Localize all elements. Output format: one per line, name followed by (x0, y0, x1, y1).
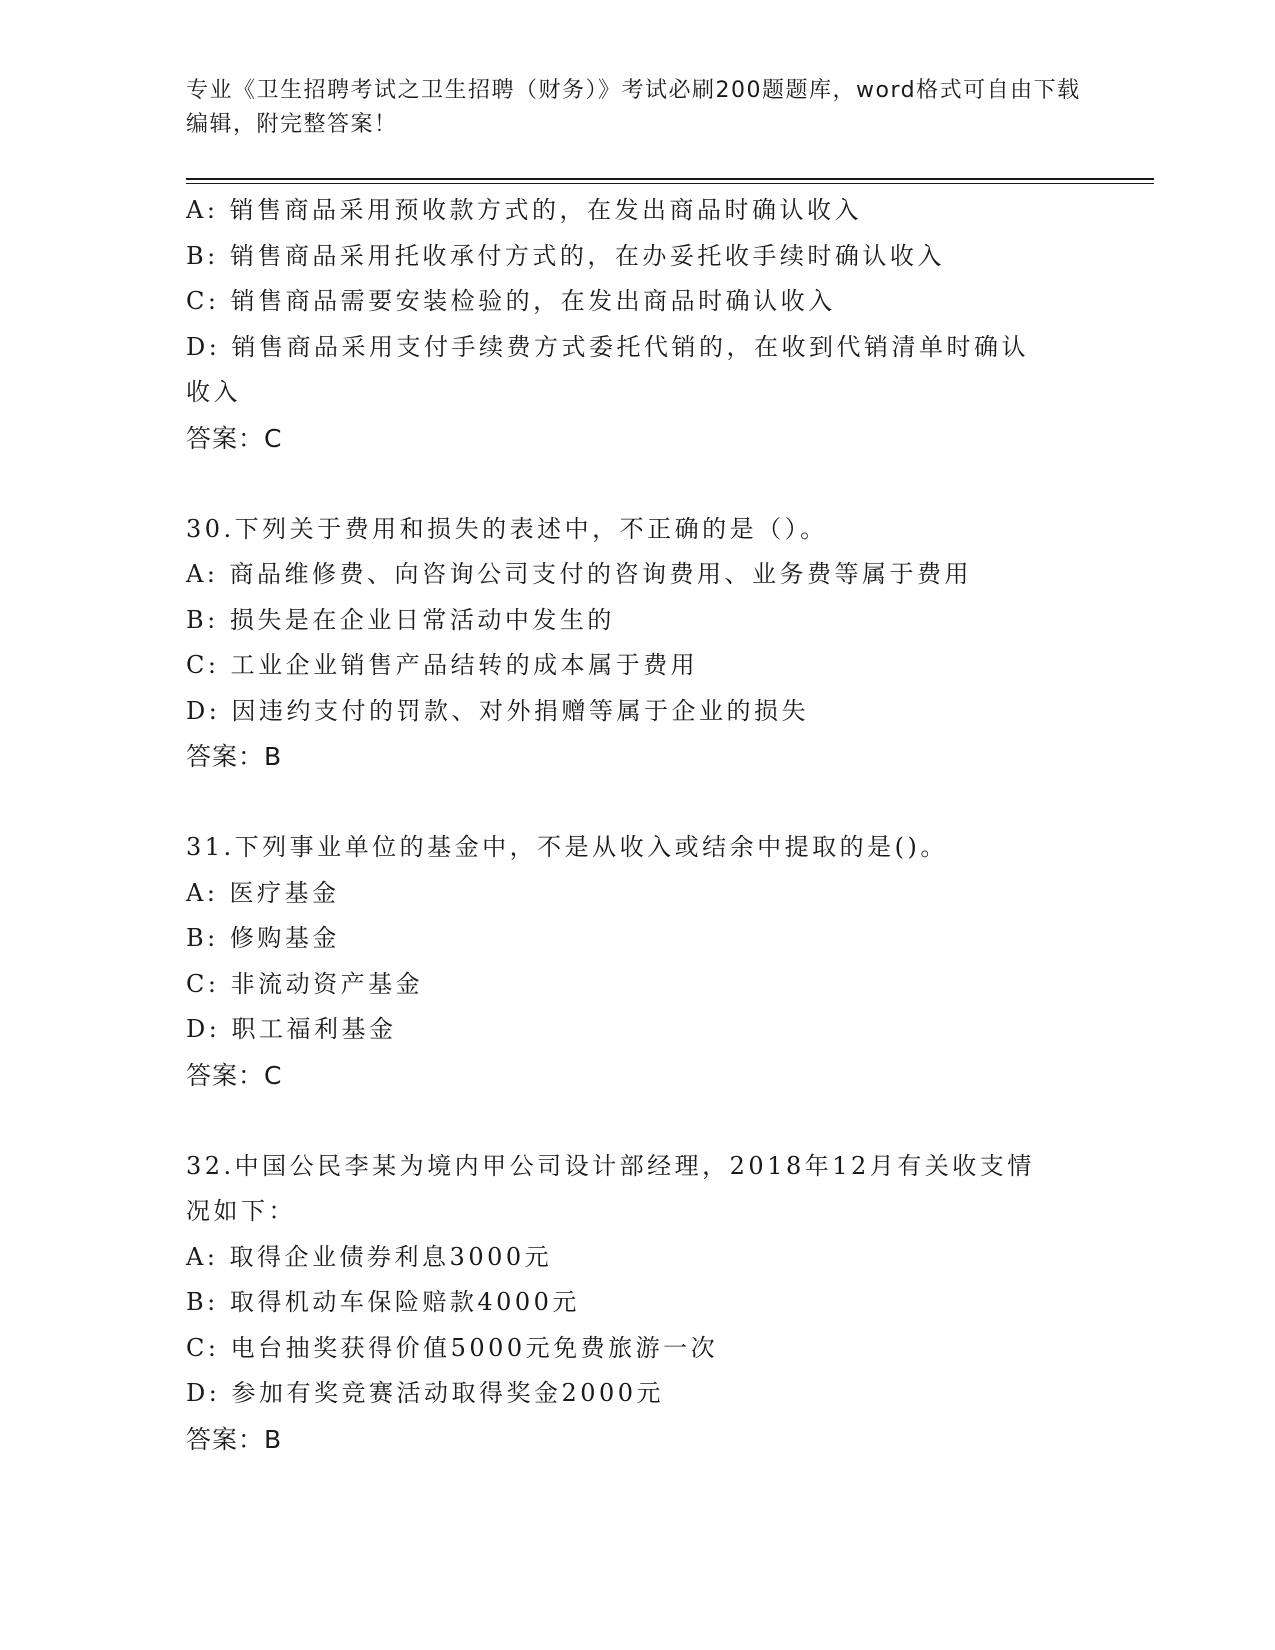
question-stem: 31.下列事业单位的基金中，不是从收入或结余中提取的是()。 (186, 833, 948, 861)
spacer (186, 780, 1086, 826)
option-a: A: 取得企业债券利息3000元 (186, 1242, 553, 1271)
answer-label: 答案：B (186, 1424, 283, 1454)
option-a: A: 医疗基金 (186, 878, 340, 907)
spacer (186, 1098, 1086, 1144)
header-divider-thick (186, 178, 1154, 180)
option-c: C: 电台抽奖获得价值5000元免费旅游一次 (186, 1333, 719, 1362)
option-d: D: 职工福利基金 (186, 1015, 397, 1043)
option-b: B: 损失是在企业日常活动中发生的 (186, 605, 615, 634)
option-c: C: 工业企业销售产品结转的成本属于费用 (186, 651, 699, 679)
question-block-32 (186, 1144, 1086, 1463)
option-c: C: 非流动资产基金 (186, 969, 424, 998)
option-a: A: 商品维修费、向咨询公司支付的咨询费用、业务费等属于费用 (186, 560, 973, 588)
spacer (186, 461, 1086, 507)
question-content (186, 188, 1086, 1462)
question-block-30 (186, 507, 1086, 780)
option-d: D: 参加有奖竞赛活动取得奖金2000元 (186, 1379, 665, 1407)
answer-label: 答案：C (186, 1060, 283, 1090)
answer-label: 答案：C (186, 423, 283, 453)
question-block-31 (186, 825, 1086, 1098)
option-d: D: 销售商品采用支付手续费方式委托代销的，在收到代销清单时确认收入 (186, 332, 1029, 406)
option-b: B: 销售商品采用托收承付方式的，在办妥托收手续时确认收入 (186, 241, 945, 270)
document-header: 专业《卫生招聘考试之卫生招聘（财务）》考试必刷200题题库，word格式可自由下载编辑，附完整答案！ (186, 78, 1081, 137)
header-divider-thin (186, 183, 1154, 184)
question-block-29 (186, 188, 1086, 461)
answer-label: 答案：B (186, 742, 283, 771)
question-stem: 30.下列关于费用和损失的表述中，不正确的是（）。 (186, 514, 828, 543)
option-b: B: 取得机动车保险赔款4000元 (186, 1288, 580, 1316)
option-a: A: 销售商品采用预收款方式的，在发出商品时确认收入 (186, 196, 863, 224)
option-c: C: 销售商品需要安装检验的，在发出商品时确认收入 (186, 287, 836, 315)
question-stem: 32.中国公民李某为境内甲公司设计部经理，2018年12月有关收支情况如下： (186, 1151, 1035, 1225)
option-b: B: 修购基金 (186, 924, 340, 952)
option-d: D: 因违约支付的罚款、对外捐赠等属于企业的损失 (186, 696, 809, 725)
